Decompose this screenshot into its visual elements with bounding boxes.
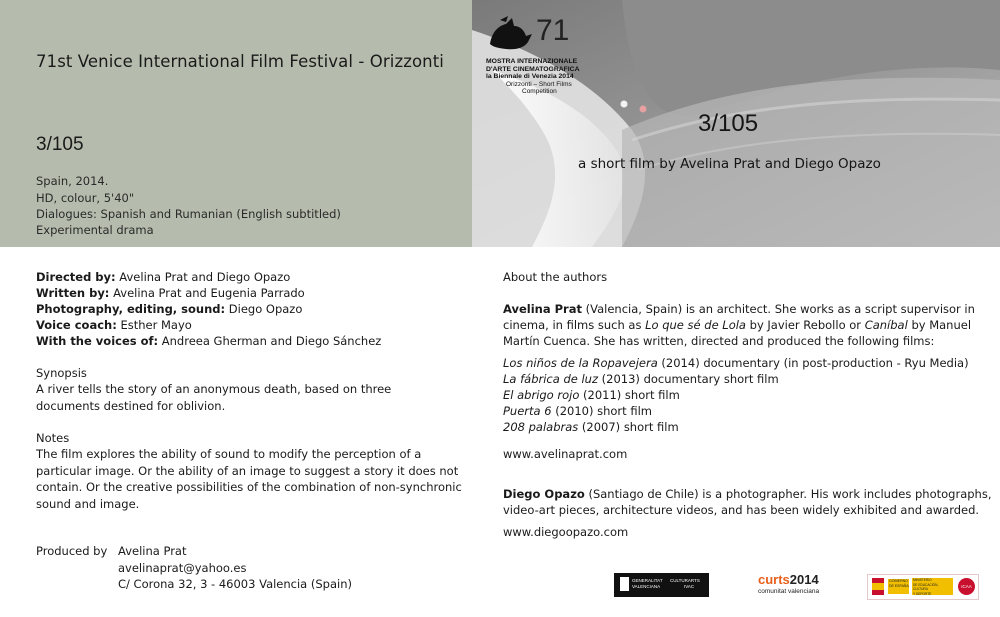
culturarts-line-1: CULTURARTS (670, 578, 700, 583)
culturarts-line-2: IVAC (684, 584, 695, 589)
credit-written: Written by: Avelina Prat and Eugenia Parrado (36, 286, 305, 300)
credit-photography: Photography, editing, sound: Diego Opazo (36, 302, 303, 316)
producer-address: C/ Corona 32, 3 - 46003 Valencia (Spain) (118, 577, 352, 591)
logo-line-5: Competition (522, 88, 557, 96)
filmography-item: 208 palabras (2007) short film (503, 420, 679, 434)
gv-line-2: VALENCIANA (632, 584, 661, 589)
logo-line-2: D'ARTE CINEMATOGRAFICA (486, 65, 580, 73)
lion-icon (486, 14, 538, 54)
synopsis-text: A river tells the story of an anonymous death, based on three documents destined for oblivion. (36, 382, 392, 413)
filmography-item: El abrigo rojo (2011) short film (503, 388, 680, 402)
curts-year: 2014 (789, 572, 819, 587)
diego-website-link[interactable]: www.diegoopazo.com (503, 525, 629, 539)
logo-line-4: Orizzonti – Short Films (506, 80, 572, 88)
logo-line-1: MOSTRA INTERNAZIONALE (486, 58, 578, 65)
notes-text: The film explores the ability of sound to modify the perception of a particular image. Or the ability of an image to suggest a story it does not contain. Or the creative possibilities of the combination of non-synchronic sound and image. (36, 447, 462, 511)
avelina-website-link[interactable]: www.avelinaprat.com (503, 447, 628, 461)
logo-line-3: la Biennale di Venezia 2014 (486, 73, 574, 81)
spec-format: HD, colour, 5'40" (36, 191, 135, 205)
spanish-government-logo (867, 574, 979, 600)
diego-bio-line-1: Diego Opazo (Santiago de Chile) is a photographer. His work includes photographs, (503, 487, 992, 501)
notes-heading: Notes (36, 431, 70, 445)
filmography-item: Los niños de la Ropavejera (2014) documentary (in post-production - Ryu Media) (503, 356, 969, 370)
diego-bio-line-2: video-art pieces, architecture videos, and has been widely exhibited and awarded. (503, 503, 980, 517)
icaa-icon: ICAA (958, 578, 975, 595)
spec-country-year: Spain, 2014. (36, 174, 109, 188)
ministry-line-1: MINISTERIO (913, 578, 932, 582)
gv-line-1: GENERALITAT (632, 578, 663, 583)
film-subtitle: a short film by Avelina Prat and Diego Opazo (578, 156, 881, 172)
ministry-line-3: Y DEPORTE (913, 591, 932, 596)
avelina-bio-line-3: Martín Cuenca. She has written, directed and produced the following films: (503, 334, 935, 348)
credit-voice-coach: Voice coach: Esther Mayo (36, 318, 192, 332)
avelina-bio-line-2: cinema, in films such as Lo que sé de Lola by Javier Rebollo or Caníbal by Manuel (503, 318, 972, 332)
curts-subtitle: comunitat valenciana (758, 588, 820, 595)
filmography-item: Puerta 6 (2010) short film (503, 404, 652, 418)
festival-title: 71st Venice International Film Festival - Orizzonti (36, 52, 444, 71)
curts-word: curts (758, 572, 790, 587)
spec-dialogues: Dialogues: Spanish and Rumanian (English subtitled) (36, 207, 341, 221)
spain-shield-icon (872, 578, 884, 595)
avelina-bio-line-1: Avelina Prat (Valencia, Spain) is an architect. She works as a script supervisor in (503, 302, 975, 316)
generalitat-culturarts-logo (614, 573, 709, 597)
authors-heading: About the authors (503, 270, 608, 284)
produced-by-label: Produced by (36, 544, 108, 558)
credit-directed: Directed by: Avelina Prat and Diego Opazo (36, 270, 291, 284)
panel-film-number: 3/105 (36, 134, 84, 155)
biennale-logo (486, 14, 606, 96)
gobierno-line-2: DE ESPAÑA (889, 584, 909, 588)
filmography-item: La fábrica de luz (2013) documentary short film (503, 372, 779, 386)
gobierno-line-1: GOBIERNO (889, 579, 908, 583)
logo-edition-number: 71 (536, 14, 570, 47)
generalitat-emblem-icon (620, 577, 629, 591)
ministry-line-2: DE EDUCACIÓN, CULTURA (913, 582, 939, 592)
curts-2014-logo (758, 573, 826, 599)
producer-name: Avelina Prat (118, 544, 187, 558)
producer-email[interactable]: avelinaprat@yahoo.es (118, 561, 247, 575)
credit-voices: With the voices of: Andreea Gherman and Diego Sánchez (36, 334, 382, 348)
spec-genre: Experimental drama (36, 223, 154, 237)
synopsis-heading: Synopsis (36, 366, 87, 380)
film-number: 3/105 (698, 110, 759, 137)
